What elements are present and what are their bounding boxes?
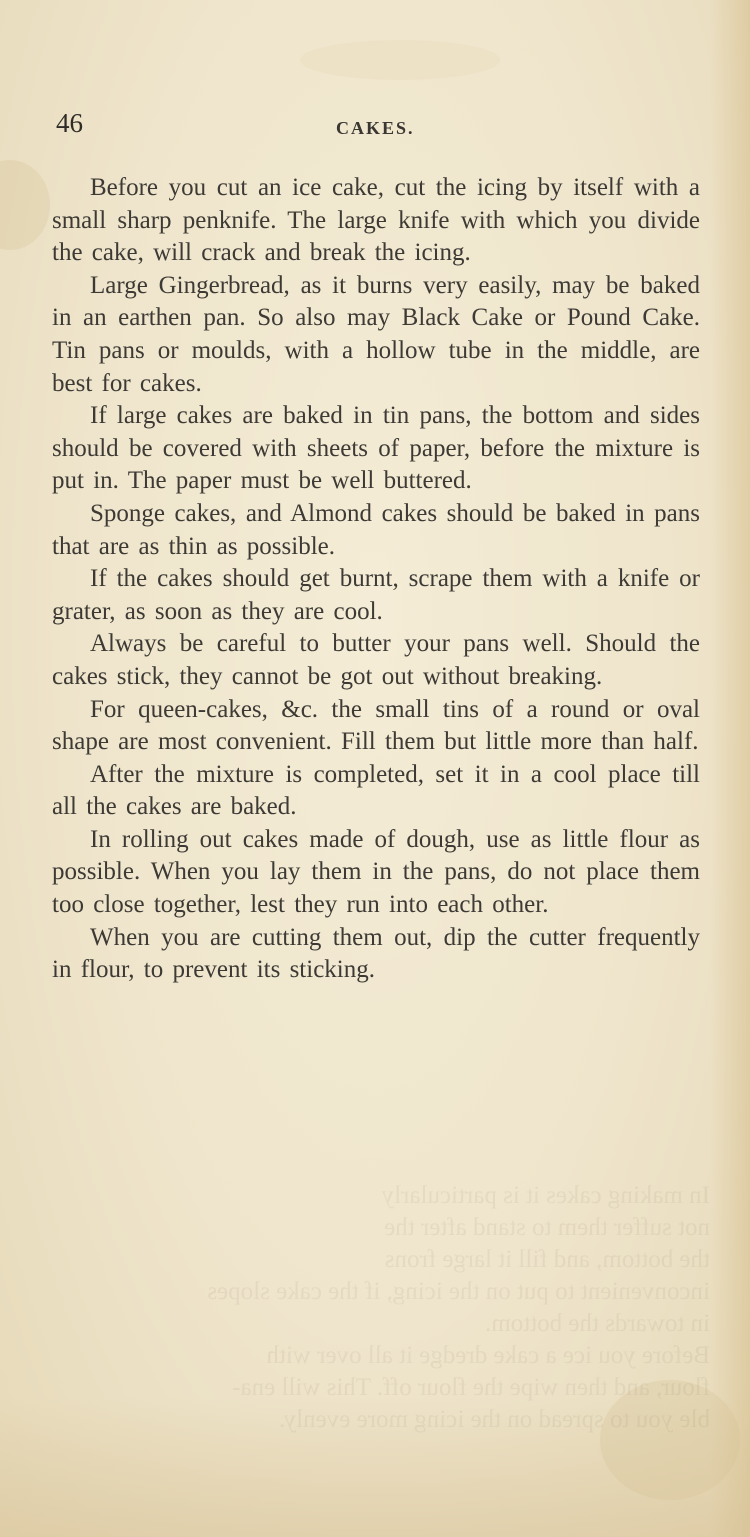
paragraph: Sponge cakes, and Almond cakes should be baked in pans that are as thin as possible. (52, 499, 700, 560)
paragraph: Large Gingerbread, as it burns very easily, may be baked in an earthen pan. So also may Black Cake or Pound Cake. Tin pans or moulds, with a hollow tube in the middle, are best for cakes. (52, 271, 700, 397)
paragraph: Before you cut an ice cake, cut the icing by itself with a small sharp penknife. The large knife with which you divide the cake, will crack and break the icing. (52, 174, 700, 267)
paper-stain (300, 40, 500, 80)
paper-stain (0, 160, 50, 250)
page-bottom-shading (0, 1397, 750, 1537)
page-header (56, 108, 696, 148)
paragraph: If the cakes should get burnt, scrape them with a knife or grater, as soon as they are cool. (52, 565, 700, 625)
page-number: 46 (56, 108, 83, 138)
paragraph: Always be careful to butter your pans well. Should the cakes stick, they cannot be got out without breaking. (52, 630, 700, 690)
running-head: CAKES. (336, 118, 415, 138)
body-text (52, 172, 700, 987)
paragraph: When you are cutting them out, dip the cutter frequently in flour, to prevent its sticking. (52, 923, 700, 984)
paragraph: For queen-cakes, &c. the small tins of a round or oval shape are most convenient. Fill them but little more than half. (52, 695, 700, 756)
show-through-text: In making cakes it is particularly not suffer them to stand after the the bottom, and fill it large frons inconvenient to put on the icing, if the cake slopes in towards the bottom. Before you ice a cake dredge it all over with flour, and then wipe the flour off. This will ena- (207, 1182, 710, 1401)
paragraph: In rolling out cakes made of dough, use as little flour as possible. When you lay them in the pans, do not place them too close together, lest they run into each other. (52, 825, 700, 919)
paragraph: If large cakes are baked in tin pans, the bottom and sides should be covered with sheets of paper, before the mixture is put in. The paper must be well buttered. (52, 402, 700, 495)
paragraph: After the mixture is completed, set it in a cool place till all the cakes are baked. (52, 760, 700, 821)
page-edge-shading (710, 0, 750, 1537)
